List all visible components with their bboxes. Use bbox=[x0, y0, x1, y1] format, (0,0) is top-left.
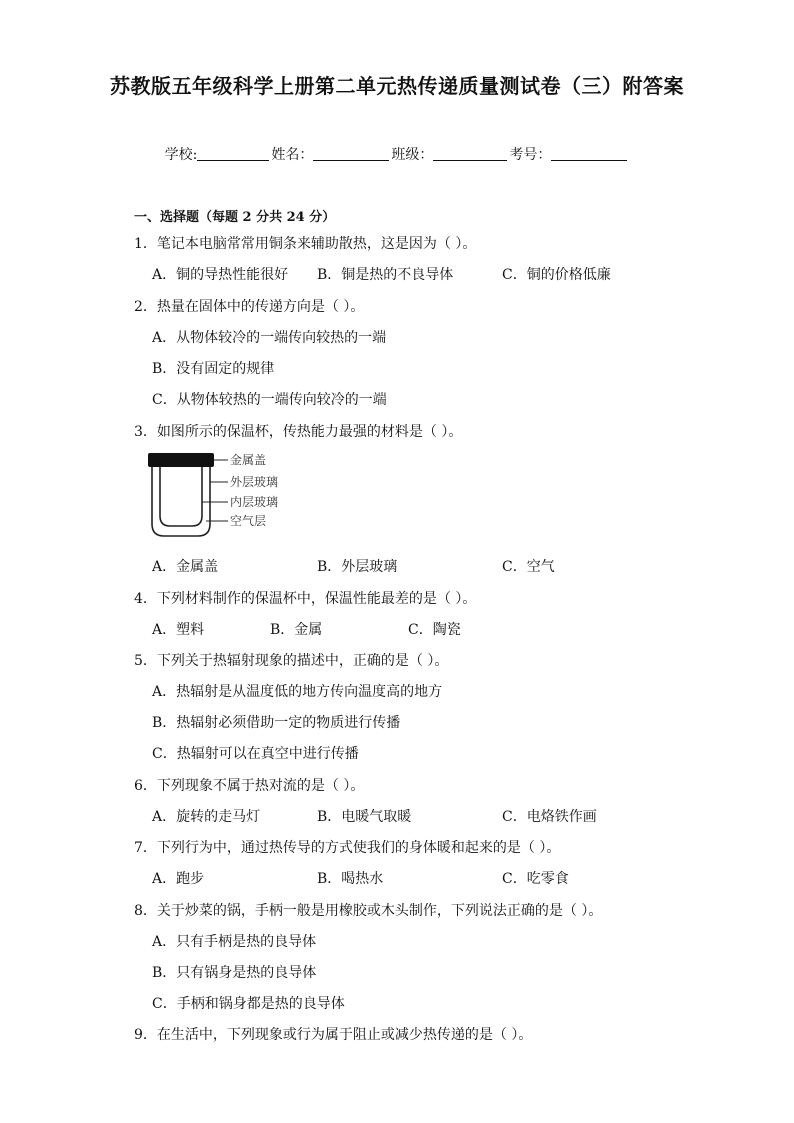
option-c[interactable]: C．电烙铁作画 bbox=[502, 809, 597, 825]
option-c[interactable]: C．从物体较热的一端传向较冷的一端 bbox=[152, 392, 387, 408]
figure-label-air-layer: 空气层 bbox=[230, 514, 267, 528]
option-a[interactable]: A．塑料 bbox=[152, 622, 205, 638]
question-2: 2．热量在固体中的传递方向是（ ）。 bbox=[134, 299, 365, 315]
option-c[interactable]: C．热辐射可以在真空中进行传播 bbox=[152, 746, 359, 762]
option-c[interactable]: C．吃零食 bbox=[502, 871, 569, 887]
figure-label-inner-glass: 内层玻璃 bbox=[230, 495, 279, 509]
school-label: 学校: bbox=[164, 147, 198, 163]
page-title: 苏教版五年级科学上册第二单元热传递质量测试卷（三）附答案 bbox=[110, 74, 684, 98]
option-b[interactable]: B．没有固定的规律 bbox=[152, 361, 275, 377]
class-label: 班级： bbox=[391, 147, 434, 163]
question-3: 3．如图所示的保温杯，传热能力最强的材料是（ ）。 bbox=[134, 424, 463, 440]
question-1: 1．笔记本电脑常常用铜条来辅助散热，这是因为（ ）。 bbox=[134, 236, 477, 252]
option-c[interactable]: C．铜的价格低廉 bbox=[502, 267, 611, 283]
name-blank[interactable] bbox=[313, 146, 389, 161]
option-c[interactable]: C．陶瓷 bbox=[408, 622, 461, 638]
option-a[interactable]: A．只有手柄是热的良导体 bbox=[152, 934, 317, 950]
option-b[interactable]: B．外层玻璃 bbox=[317, 559, 398, 575]
option-b[interactable]: B．喝热水 bbox=[317, 871, 384, 887]
student-info-line bbox=[0, 144, 794, 164]
question-7: 7．下列行为中，通过热传导的方式使我们的身体暖和起来的是（ ）。 bbox=[134, 840, 561, 856]
option-a[interactable]: A．跑步 bbox=[152, 871, 205, 887]
figure-label-metal-lid: 金属盖 bbox=[230, 453, 267, 467]
option-b[interactable]: B．热辐射必须借助一定的物质进行传播 bbox=[152, 715, 401, 731]
option-c[interactable]: C．手柄和锅身都是热的良导体 bbox=[152, 996, 345, 1012]
option-a[interactable]: A．热辐射是从温度低的地方传向温度高的地方 bbox=[152, 684, 443, 700]
section-heading: 一、选择题（每题 2 分共 24 分） bbox=[134, 210, 336, 225]
option-a[interactable]: A．旋转的走马灯 bbox=[152, 809, 261, 825]
option-b[interactable]: B．电暖气取暖 bbox=[317, 809, 412, 825]
exam-no-label: 考号： bbox=[509, 147, 552, 163]
question-4: 4．下列材料制作的保温杯中，保温性能最差的是（ ）。 bbox=[134, 591, 477, 607]
question-8: 8．关于炒菜的锅，手柄一般是用橡胶或木头制作，下列说法正确的是（ ）。 bbox=[134, 903, 603, 919]
question-9: 9．在生活中，下列现象或行为属于阻止或减少热传递的是（ ）。 bbox=[134, 1027, 533, 1043]
option-c[interactable]: C．空气 bbox=[502, 559, 555, 575]
thermos-cup-diagram bbox=[146, 450, 306, 540]
name-label: 姓名： bbox=[271, 147, 314, 163]
option-a[interactable]: A．从物体较冷的一端传向较热的一端 bbox=[152, 330, 387, 346]
option-b[interactable]: B．只有锅身是热的良导体 bbox=[152, 965, 317, 981]
school-blank[interactable] bbox=[197, 146, 269, 161]
figure-label-outer-glass: 外层玻璃 bbox=[230, 475, 279, 489]
option-b[interactable]: B．金属 bbox=[270, 622, 323, 638]
option-b[interactable]: B．铜是热的不良导体 bbox=[317, 267, 454, 283]
question-5: 5．下列关于热辐射现象的描述中，正确的是（ ）。 bbox=[134, 653, 449, 669]
exam-no-blank[interactable] bbox=[551, 146, 627, 161]
option-a[interactable]: A．金属盖 bbox=[152, 559, 219, 575]
question-6: 6．下列现象不属于热对流的是（ ）。 bbox=[134, 778, 365, 794]
option-a[interactable]: A．铜的导热性能很好 bbox=[152, 267, 289, 283]
class-blank[interactable] bbox=[433, 146, 507, 161]
